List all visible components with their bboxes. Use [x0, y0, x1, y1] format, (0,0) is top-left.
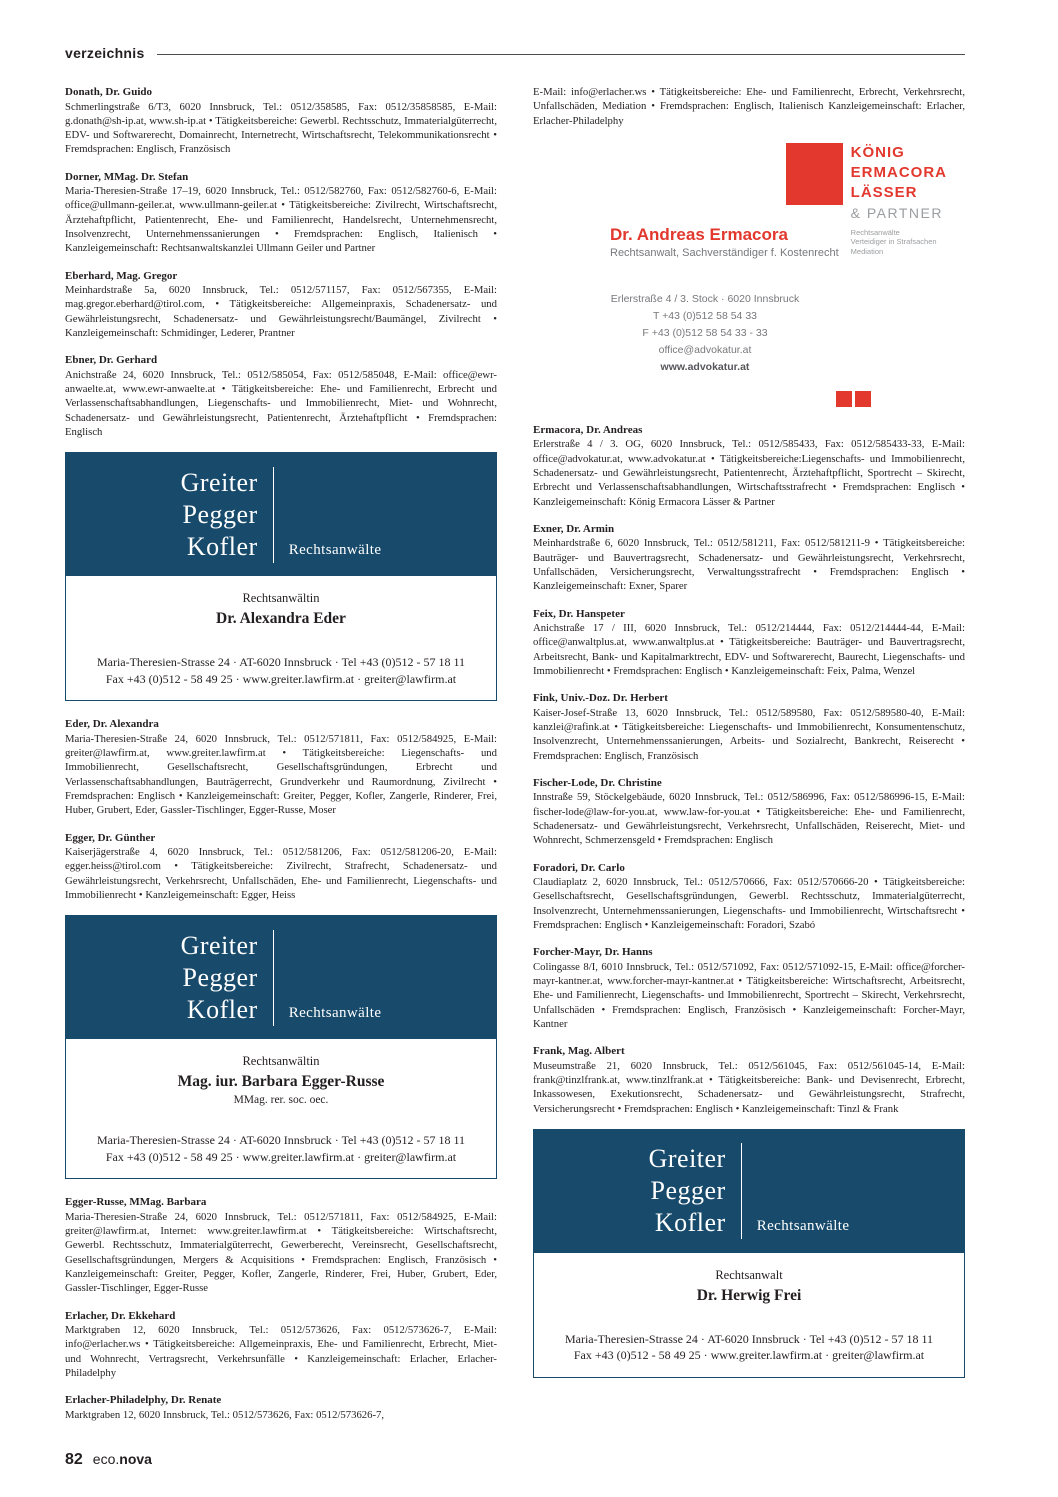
ermacora-email: office@advokatur.at — [658, 343, 752, 356]
ermacora-person-name: Dr. Andreas Ermacora — [610, 224, 788, 244]
entry-body: Colingasse 8/I, 6010 Innsbruck, Tel.: 0512/571092, Fax: 0512/571092-15, E-Mail: office@forcher-mayr-kantner.at, www.forcher-mayr-kantner.at • Tätigkeitsbereiche: Wirtschaftsrecht, Arbeitsrecht, Ehe- und Familienrecht, Liegenschafts- und Immobilienrecht, Sportrecht – Skirecht, Verkehrsrecht, Unfallschäden • Fremdsprachen: Englisch, Französisch • Kanzleigemeinschaft: Forcher-Mayr, Kantner — [533, 960, 965, 1030]
ermacora-person-subtitle: Rechtsanwalt, Sachverständiger f. Kostenrecht — [610, 246, 839, 259]
greiter-brand-line: Greiter — [180, 467, 258, 497]
directory-entry — [65, 831, 497, 903]
magazine-brand — [93, 1451, 152, 1467]
ermacora-phone: T +43 (0)512 58 54 33 — [652, 309, 757, 322]
ermacora-address — [533, 291, 877, 376]
greiter-ad-header — [534, 1130, 964, 1253]
greiter-ad-body — [66, 576, 496, 700]
ermacora-logo-sub-line: Verteidiger in Strafsachen — [850, 237, 937, 247]
ermacora-logo-line: KÖNIG — [850, 143, 905, 161]
entry-body: Maria-Theresien-Straße 24, 6020 Innsbruck, Tel.: 0512/571811, Fax: 0512/584925, E-Mail: greiter@lawfirm.at, www.greiter.lawfirm.at • Tätigkeitsbereiche: Liegenschafts- und Immobilienrecht, Gesellschaftsrecht, Gesellschaftsgründungen, Erbrecht und Verlassenschaftsabhandlungen, Bauträgerrecht, Grundverkehr und Raumordnung, Zivilrecht • Fremdsprachen: Englisch • Kanzleigemeinschaft: Greiter, Pegger, Kofler, Zangerle, Rinderer, Frei, Huber, Grubert, Eder, Gassler-Tischlinger, Egger-Russe, Moser — [65, 732, 497, 817]
entry-group-mid — [65, 717, 497, 902]
entry-name: Egger-Russe, MMag. Barbara — [65, 1196, 207, 1209]
ad-person-title: Rechtsanwältin — [242, 1054, 320, 1069]
ad-address-line-2: Fax +43 (0)512 - 58 49 25 · www.greiter.lawfirm.at · greiter@lawfirm.at — [105, 1149, 457, 1164]
entry-body: Museumstraße 21, 6020 Innsbruck, Tel.: 0512/561045, Fax: 0512/561045-14, E-Mail: frank@tinzlfrank.at, www.tinzlfrank.at • Tätigkeitsbereiche: Bank- und Devisenrecht, Erbrecht, Inkassowesen, Exekutionsrecht, Schadenersatz- und Gewährleistungsrecht, Strafrecht, Versicherungsrecht • Fremdsprachen: Englisch • Kanzleigemeinschaft: Tinzl & Frank — [533, 1059, 965, 1115]
entry-name: Fischer-Lode, Dr. Christine — [533, 776, 662, 789]
page-header — [65, 45, 965, 61]
directory-entry — [533, 522, 965, 594]
ad-address-line-1: Maria-Theresien-Strasse 24 · AT-6020 Innsbruck · Tel +43 (0)512 - 57 18 11 — [96, 1133, 466, 1148]
entry-name: Ebner, Dr. Gerhard — [65, 354, 158, 367]
entry-body: Kaiserjägerstraße 4, 6020 Innsbruck, Tel.: 0512/581206, Fax: 0512/581206-20, E-Mail: egger.heiss@tirol.com • Tätigkeitsbereiche: Zivilrecht, Strafrecht, Schadenersatz- und Gewährleistungsrecht, Verkehrsrecht, Unfallschäden, Ehe- und Familienrecht, Liegenschafts- und Immobilienrecht • Kanzleigemeinschaft: Egger, Heiss — [65, 846, 497, 902]
greiter-ad-header — [66, 916, 496, 1039]
directory-entry — [533, 776, 965, 848]
greiter-logo — [181, 930, 382, 1026]
column-left — [65, 85, 497, 1435]
directory-entry — [533, 861, 965, 933]
entry-name: Fink, Univ.-Doz. Dr. Herbert — [533, 692, 668, 705]
directory-entry — [65, 170, 497, 256]
greiter-brand-name — [181, 930, 273, 1026]
brand-regular: eco. — [92, 1451, 120, 1467]
ermacora-website: www.advokatur.at — [660, 360, 750, 373]
greiter-brand-line: Pegger — [182, 499, 258, 529]
greiter-brand-line: Greiter — [180, 930, 258, 960]
header-rule — [157, 54, 965, 55]
ad-address-line-1: Maria-Theresien-Strasse 24 · AT-6020 Innsbruck · Tel +43 (0)512 - 57 18 11 — [96, 655, 466, 670]
entry-group-bottom — [65, 1195, 497, 1422]
brand-bold: nova — [119, 1451, 152, 1467]
directory-entry — [65, 717, 497, 817]
ad-person-name: Mag. iur. Barbara Egger-Russe — [177, 1073, 385, 1091]
greiter-brand-line: Kofler — [186, 994, 258, 1024]
directory-entry — [533, 607, 965, 679]
entry-name: Frank, Mag. Albert — [533, 1045, 625, 1058]
directory-entry — [65, 1309, 497, 1381]
greiter-ad-body — [534, 1253, 964, 1377]
directory-entry — [65, 1195, 497, 1295]
greiter-ad-egger-russe — [65, 915, 497, 1179]
entry-group-top — [65, 85, 497, 439]
red-square-icon — [836, 391, 852, 407]
entry-body: Marktgraben 12, 6020 Innsbruck, Tel.: 0512/573626, Fax: 0512/573626-7, — [65, 1408, 385, 1421]
entry-body: Schmerlingstraße 6/T3, 6020 Innsbruck, Tel.: 0512/358585, Fax: 0512/35858585, E-Mail: g.donath@sh-ip.at, www.sh-ip.at • Tätigkeitsbereiche: Gewerbl. Rechtsschutz, Immaterialgüterrecht, EDV- und Softwarerecht, Domainrecht, Internetrecht, Wirtschaftsrecht, Telekommunikationsrecht • Fremdsprachen: Englisch, Französisch — [65, 100, 497, 156]
directory-entry — [65, 269, 497, 341]
greiter-ad-eder — [65, 452, 497, 701]
entry-name: Egger, Dr. Günther — [65, 831, 156, 844]
column-right — [533, 85, 965, 1435]
entry-body: Anichstraße 17 / III, 6020 Innsbruck, Tel.: 0512/214444, Fax: 0512/214444-44, E-Mail: office@anwaltplus.at, www.anwaltplus.at • Tätigkeitsbereiche: Bauträger- und Bauvertragsrecht, Arbeitsrecht, Bank- und Kapitalmarktrecht, EDV- und Softwarerecht, Baurecht, Liegenschafts- und Immobilienrecht • Fremdsprachen: Englisch • Kanzleigemeinschaft: Feix, Palma, Wenzel — [533, 622, 965, 677]
ad-person-title: Rechtsanwältin — [242, 591, 320, 606]
entry-name: Erlacher-Philadelphy, Dr. Renate — [65, 1394, 222, 1407]
ermacora-logo-line: ERMACORA — [850, 163, 947, 181]
entry-body: Maria-Theresien-Straße 24, 6020 Innsbruck, Tel.: 0512/571811, Fax: 0512/584925, E-Mail: greiter@lawfirm.at, Internet: www.greiter.lawfirm.at • Tätigkeitsbereiche: Wirtschaftsrecht, Gewerbl. Rechtsschutz, Immaterialgüterrecht, Gewerberecht, Vereinsrecht, Gesellschaftsrecht, Gesellschaftsgründungen, Mergers & Acquisitions • Fremdsprachen: Englisch, Französisch • Kanzleigemeinschaft: Greiter, Pegger, Kofler, Zangerle, Rinderer, Frei, Huber, Grubert, Eder, Gassler-Tischlinger, Egger-Russe — [65, 1210, 497, 1295]
ermacora-fax: F +43 (0)512 58 54 33 - 33 — [642, 326, 768, 339]
ad-address — [544, 1331, 954, 1364]
ad-address-line-2: Fax +43 (0)512 - 58 49 25 · www.greiter.lawfirm.at · greiter@lawfirm.at — [573, 1348, 925, 1363]
entry-body: Kaiser-Josef-Straße 13, 6020 Innsbruck, Tel.: 0512/589580, Fax: 0512/589580-40, E-Mail: kanzlei@rafink.at • Tätigkeitsbereiche: Liegenschafts- und Immobilienrecht, Konsumentenschutz, Insolvenzrecht, Unternehmenssanierungen, Arbeits- und Sozialrecht, Bankrecht, Reiserecht • Fremdsprachen: Englisch, Französisch — [533, 706, 965, 762]
entry-name: Donath, Dr. Guido — [65, 86, 153, 98]
ad-person-name: Dr. Herwig Frei — [696, 1286, 802, 1304]
entry-name: Eberhard, Mag. Gregor — [65, 269, 178, 282]
entry-body: Meinhardstraße 6, 6020 Innsbruck, Tel.: 0512/581211, Fax: 0512/581211-9 • Tätigkeitsbereiche: Bauträger- und Bauvertragsrecht, Schadenersatz- und Gewährleistungsrecht, Verkehrsrecht, Unfallschäden, Versicherungsrecht, Verwaltungsstrafrecht • Fremdsprachen: Englisch • Kanzleigemeinschaft: Exner, Sparer — [533, 537, 965, 593]
greiter-ad-body — [66, 1039, 496, 1178]
page-footer — [65, 1451, 152, 1469]
entry-name: Exner, Dr. Armin — [533, 522, 615, 535]
greiter-logo — [649, 1143, 850, 1239]
greiter-brand-line: Pegger — [650, 1176, 726, 1206]
ermacora-logo-subtitles — [851, 228, 947, 257]
entry-body: Meinhardstraße 5a, 6020 Innsbruck, Tel.: 0512/571157, Fax: 0512/567355, E-Mail: mag.gregor.eberhard@tirol.com, • Tätigkeitsbereiche: Allgemeinpraxis, Schadenersatz- und Gewährleistungsrecht, Schadenersatz- und Gewährleistungsrecht/Baumängel, Zivilrecht • Kanzleigemeinschaft: Schmidinger, Lederer, Prantner — [65, 284, 497, 340]
greiter-firm-type: Rechtsanwälte — [288, 1004, 382, 1021]
ad-address — [76, 654, 486, 687]
ad-address-line-1: Maria-Theresien-Strasse 24 · AT-6020 Innsbruck · Tel +43 (0)512 - 57 18 11 — [564, 1331, 934, 1346]
ad-person-name: Dr. Alexandra Eder — [216, 610, 346, 628]
directory-entry — [533, 691, 965, 763]
entry-name: Eder, Dr. Alexandra — [65, 718, 159, 731]
greiter-brand-name — [649, 1143, 741, 1239]
entry-name: Feix, Dr. Hanspeter — [533, 607, 625, 620]
greiter-logo — [181, 467, 382, 563]
entry-group-right — [533, 423, 965, 1116]
entry-name: Forcher-Mayr, Dr. Hanns — [533, 946, 653, 959]
ermacora-decorative-squares — [836, 391, 871, 407]
entry-continuation: E-Mail: info@erlacher.ws • Tätigkeitsbereiche: Ehe- und Familienrecht, Erbrecht, Verkehrsrecht, Unfallschäden, Mediation • Fremdsprachen: Englisch, Italienisch Kanzleigemeinschaft: Erlacher, Erlacher-Philadelphy — [533, 86, 965, 127]
ermacora-address-line: Erlerstraße 4 / 3. Stock · 6020 Innsbruck — [610, 292, 800, 305]
content-columns — [65, 85, 965, 1435]
ermacora-logo — [786, 143, 947, 257]
entry-name: Ermacora, Dr. Andreas — [533, 423, 643, 436]
entry-body: Claudiaplatz 2, 6020 Innsbruck, Tel.: 0512/570666, Fax: 0512/570666-20 • Tätigkeitsbereiche: Gesellschaftsrecht, Gesellschaftsgründungen, Gewerbl. Rechtsschutz, Immaterialgüterrecht, Insolvenzrecht, Unternehmenssanierungen, Liegenschafts- und Immobilienrecht, Wirtschaftsrecht • Fremdsprachen: Englisch • Kanzleigemeinschaft: Foradori, Szabó — [533, 876, 965, 932]
ermacora-logo-line: LÄSSER — [850, 183, 918, 201]
ad-address-line-2: Fax +43 (0)512 - 58 49 25 · www.greiter.lawfirm.at · greiter@lawfirm.at — [105, 671, 457, 686]
ermacora-logo-sub-line: Mediation — [850, 246, 884, 256]
entry-name: Erlacher, Dr. Ekkehard — [65, 1309, 176, 1322]
ad-person-title: Rechtsanwalt — [715, 1267, 783, 1282]
entry-name: Foradori, Dr. Carlo — [533, 861, 625, 874]
page-title: verzeichnis — [65, 45, 145, 61]
greiter-brand-name — [181, 467, 273, 563]
ermacora-logo-partner: & PARTNER — [850, 204, 943, 221]
entry-body: Marktgraben 12, 6020 Innsbruck, Tel.: 0512/573626, Fax: 0512/573626-7, E-Mail: info@erlacher.ws • Tätigkeitsbereiche: Allgemeinpraxis, Ehe- und Familienrecht, Erbrecht, Miet- und Wohnrecht, Vertragsrecht, Verkehrsunfälle • Kanzleigemeinschaft: Erlacher, Erlacher-Philadelphy — [65, 1324, 497, 1379]
page-number: 82 — [65, 1451, 83, 1468]
entry-body: Innstraße 59, Stöckelgebäude, 6020 Innsbruck, Tel.: 0512/586996, Fax: 0512/586996-15, E-Mail: fischer-lode@law-for-you.at, www.law-for-you.at • Tätigkeitsbereiche: Ehe- und Familienrecht, Schadenersatz- und Gewährleistungsrecht, Verkehrsrecht, Unfallschäden, Reiserecht, Miet- und Wohnrecht, Schmerzensgeld • Fremdsprachen: Englisch — [533, 791, 965, 847]
directory-entry — [65, 1393, 497, 1422]
greiter-ad-header — [66, 453, 496, 576]
greiter-brand-line: Kofler — [654, 1208, 726, 1238]
directory-entry — [533, 423, 965, 509]
red-square-icon — [855, 391, 871, 407]
entry-body: Erlerstraße 4 / 3. OG, 6020 Innsbruck, Tel.: 0512/585433, Fax: 0512/585433-33, E-Mail: office@advokatur.at, www.advokatur.at • Tätigkeitsbereiche:Liegenschafts- und Immobilienrecht, Schadenersatz- und Gewährleistungsrecht, Patientenrecht, Ärztehaftpflicht, Sportrecht – Skirecht, Erbrecht und Verlassenschaftsabhandlungen, Wirtschaftsstrafrecht • Fremdsprachen: Englisch • Kanzleigemeinschaft: König Ermacora Lässer & Partner — [533, 438, 965, 508]
greiter-ad-frei — [533, 1129, 965, 1378]
ermacora-logo-mark-icon — [786, 143, 843, 205]
ermacora-logo-text — [851, 143, 947, 257]
greiter-brand-line: Pegger — [182, 962, 258, 992]
ermacora-logo-sub-line: Rechtsanwälte — [850, 227, 900, 237]
directory-entry — [65, 85, 497, 157]
entry-body: Anichstraße 24, 6020 Innsbruck, Tel.: 0512/585054, Fax: 0512/585048, E-Mail: office@ewr-anwaelte.at, www.ewr-anwaelte.at • Tätigkeitsbereiche: Ehe- und Familienrecht, Erbrecht und Verlassenschaftsabhandlungen, Liegenschafts- und Immobilienrecht, Miet- und Wohnrecht, Schadenersatz- und Gewährleistungsrecht, Patientenrecht, Ärztehaftpflicht • Fremdsprachen: Englisch — [65, 368, 497, 439]
greiter-brand-line: Kofler — [186, 531, 258, 561]
ad-person-suffix: MMag. rer. soc. oec. — [233, 1094, 329, 1107]
greiter-firm-type: Rechtsanwälte — [756, 1218, 850, 1235]
ad-address — [76, 1132, 486, 1165]
directory-entry — [533, 945, 965, 1031]
greiter-brand-line: Greiter — [648, 1144, 726, 1174]
greiter-firm-type: Rechtsanwälte — [288, 541, 382, 558]
entry-name: Dorner, MMag. Dr. Stefan — [65, 170, 189, 183]
directory-entry — [533, 1044, 965, 1116]
entry-body: Maria-Theresien-Straße 17–19, 6020 Innsbruck, Tel.: 0512/582760, Fax: 0512/582760-6, E-Mail: office@ullmann-geiler.at, www.ullmann-geiler.at • Tätigkeitsbereiche: Zivilrecht, Wirtschaftsrecht, Ärztehaftpflicht, Patientenrecht, Ehe- und Familienrecht, Handelsrecht, Unternehmensrecht, Insolvenzrecht, Unternehmenssanierungen • Fremdsprachen: Englisch, Italienisch • Kanzleigemeinschaft: Rechtsanwaltskanzlei Ullmann Geiler und Partner — [65, 185, 497, 255]
ermacora-ad — [533, 141, 965, 407]
directory-entry — [65, 353, 497, 439]
